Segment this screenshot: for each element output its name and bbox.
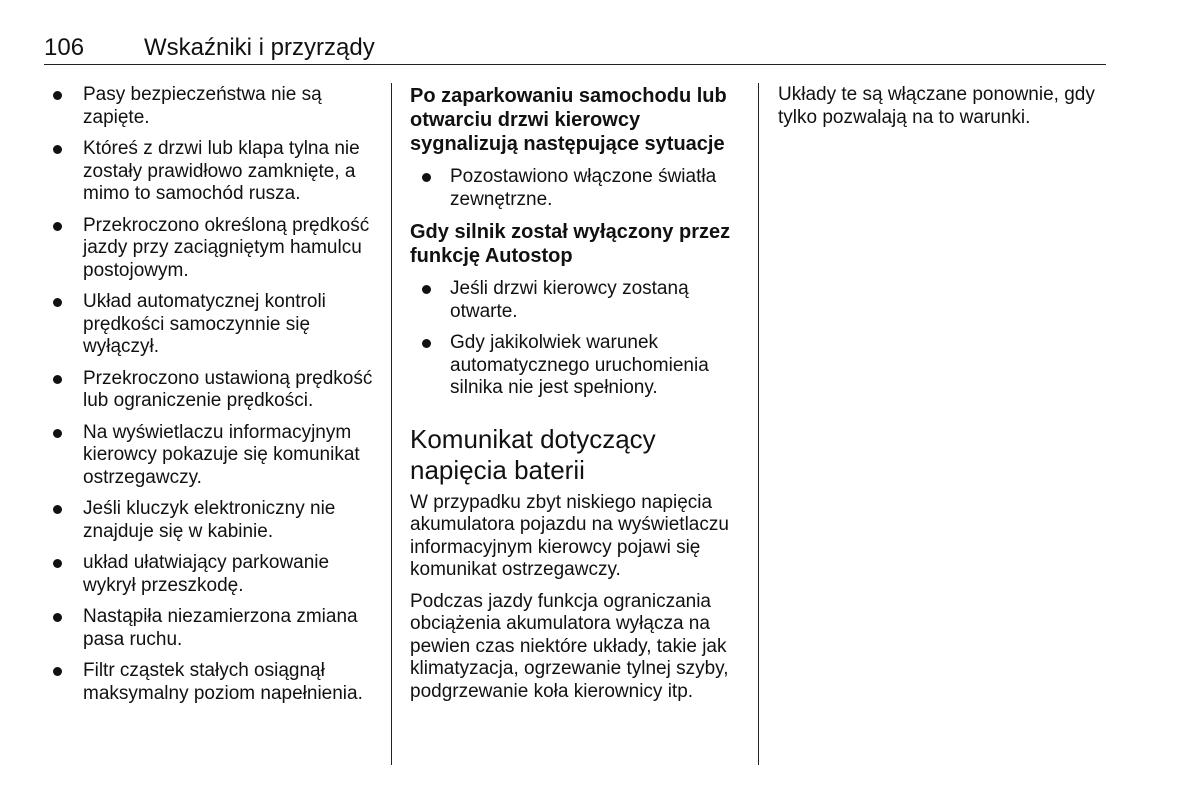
paragraph: Podczas jazdy funkcja ograniczania obciążenia akumulatora wyłącza na pewien czas niektóre układy, takie jak klimatyzacja, ogrzewanie tylnej szyby, podgrzewanie koła kierownicy itp. (410, 590, 729, 702)
bullet-icon (53, 222, 62, 231)
paragraph: W przypadku zbyt niskiego napięcia akumulatora pojazdu na wyświetlaczu informacyjnym kierowcy pojawi się komunikat ostrzegawczy. (410, 491, 729, 580)
list-item-text: układ ułatwiający parkowanie wykrył przeszkodę. (83, 552, 330, 596)
list-item (410, 166, 750, 211)
bullet-icon (53, 667, 62, 676)
list-item-text: Przekroczono ustawioną prędkość lub ograniczenie prędkości. (83, 367, 373, 411)
bullet-icon (53, 559, 62, 568)
list-item (50, 215, 382, 283)
column-divider (758, 83, 759, 765)
parking-list (410, 166, 750, 211)
section-title: Wskaźniki i przyrządy (144, 34, 375, 61)
list-item-text: Pozostawiono włączone światła zewnętrzne. (450, 166, 717, 210)
subsection-heading: Po zaparkowaniu samochodu lub otwarciu drzwi kierowcy sygnalizują następujące sytuacje (410, 85, 727, 155)
list-item (50, 606, 382, 651)
page-header (44, 34, 1106, 65)
list-item (50, 552, 382, 597)
column-left (50, 84, 382, 714)
column-divider (391, 83, 392, 765)
list-item-text: Gdy jakikolwiek warunek automatycznego uruchomienia silnika nie jest spełniony. (450, 332, 709, 398)
section-heading: Komunikat dotyczący napięcia baterii (410, 423, 656, 485)
list-item (410, 278, 750, 323)
bullet-icon (422, 339, 431, 348)
list-item-text: Na wyświetlaczu informacyjnym kierowcy pokazuje się komunikat ostrzegawczy. (83, 421, 360, 488)
list-item-text: Pasy bezpieczeństwa nie są zapięte. (83, 84, 322, 128)
bullet-icon (53, 91, 62, 100)
list-item (50, 498, 382, 543)
bullet-icon (53, 613, 62, 622)
bullet-icon (53, 429, 62, 438)
bullet-icon (53, 505, 62, 514)
bullet-icon (53, 145, 62, 154)
subsection-heading: Gdy silnik został wyłączony przez funkcję Autostop (410, 221, 731, 267)
list-item (50, 660, 382, 705)
list-item (410, 332, 750, 400)
list-item (50, 84, 382, 129)
bullet-icon (53, 298, 62, 307)
list-item-text: Przekroczono określoną prędkość jazdy przy zaciągniętym hamulcu postojowym. (83, 214, 370, 281)
column-middle (410, 84, 750, 712)
warning-list (50, 84, 382, 705)
page-number: 106 (44, 34, 85, 61)
list-item-text: Któreś z drzwi lub klapa tylna nie zostały prawidłowo zamknięte, a mimo to samochód rusza. (83, 138, 360, 204)
list-item-text: Filtr cząstek stałych osiągnął maksymalny poziom napełnienia. (83, 660, 363, 704)
list-item (50, 422, 382, 490)
bullet-icon (422, 173, 431, 182)
column-right (778, 84, 1118, 138)
list-item-text: Nastąpiła niezamierzona zmiana pasa ruchu. (83, 606, 358, 650)
list-item (50, 368, 382, 413)
list-item-text: Jeśli drzwi kierowcy zostaną otwarte. (450, 278, 689, 322)
list-item (50, 291, 382, 359)
autostop-list (410, 278, 750, 400)
bullet-icon (53, 375, 62, 384)
list-item-text: Układ automatycznej kontroli prędkości samoczynnie się wyłączył. (83, 291, 326, 357)
paragraph: Układy te są włączane ponownie, gdy tylko pozwalają na to warunki. (778, 84, 1095, 128)
list-item-text: Jeśli kluczyk elektroniczny nie znajduje się w kabinie. (83, 498, 336, 542)
bullet-icon (422, 285, 431, 294)
list-item (50, 138, 382, 206)
